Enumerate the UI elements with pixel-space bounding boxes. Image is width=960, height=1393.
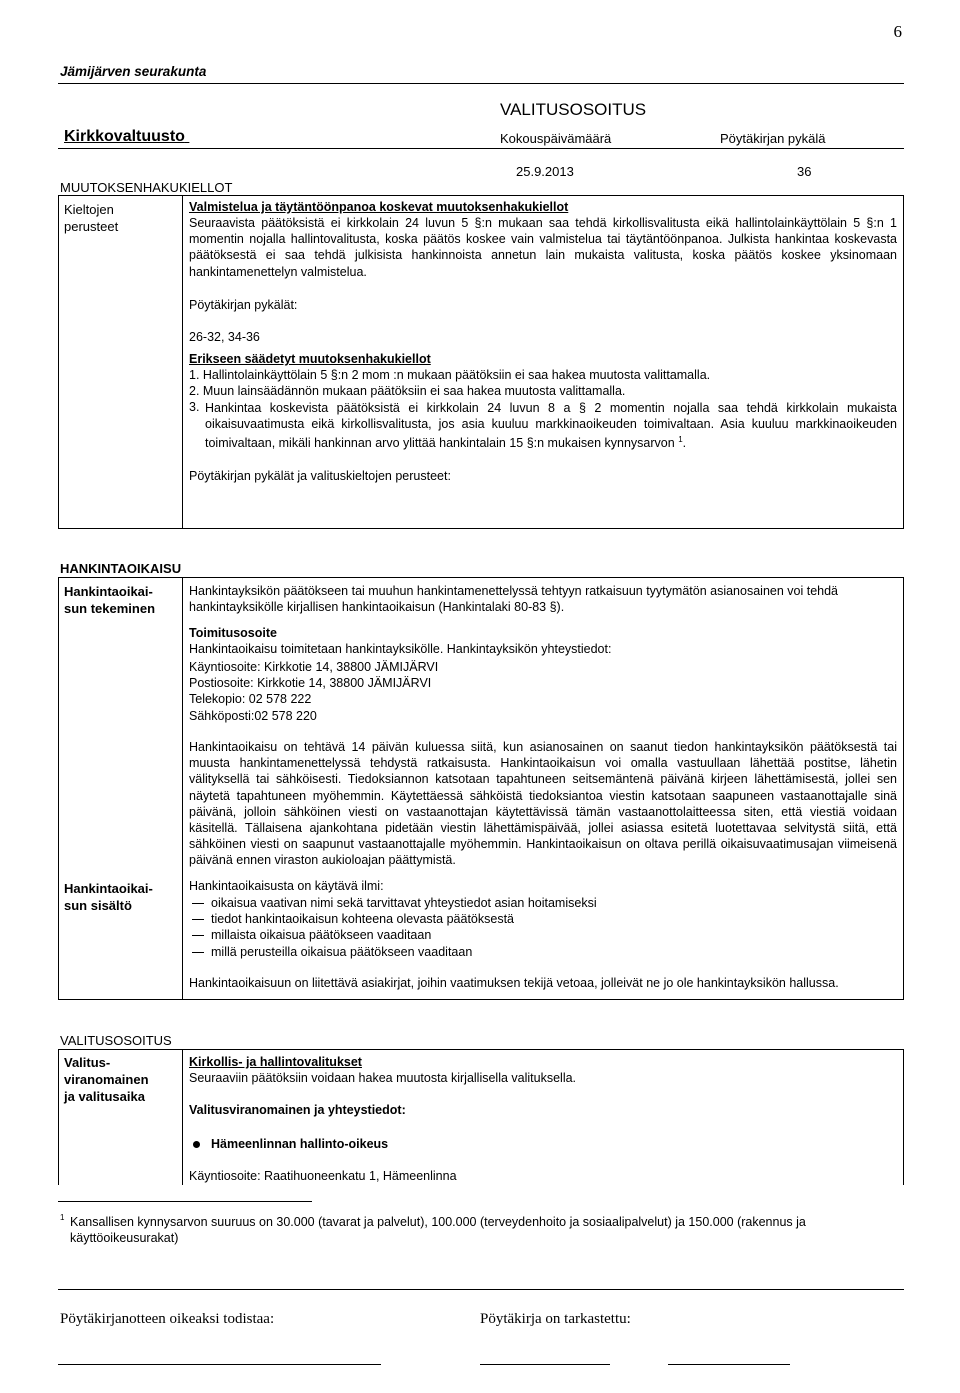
body-name: Kirkkovaltuusto <box>64 128 185 145</box>
pykalat-value: 26-32, 34-36 <box>189 330 260 344</box>
erikseen-title: Erikseen säädetyt muutoksenhakukiellot <box>189 352 431 366</box>
pykala-number: 36 <box>797 164 812 179</box>
kielto-item-3-number: 3. <box>189 400 200 414</box>
valitus-line: Seuraaviin päätöksiin voidaan hakea muutosta kirjallisella valituksella. <box>189 1071 577 1085</box>
hankinta-heading: HANKINTAOIKAISU <box>60 561 182 576</box>
list-item: oikaisua vaativan nimi sekä tarvittavat yhteystiedot asian hoitamiseksi <box>189 895 597 911</box>
pykala-label: Pöytäkirjan pykälä <box>720 131 826 146</box>
kielto-item-3: Hankintaa koskevista päätöksistä ei kirkkolain 24 luvun 8 a § 2 momentin nojalla saa tehdä kirkkolain mukaista oikaisuvaatimusta eikä kirkollisvalitusta, jos asia kuuluu markkinaoikeuden toimivaltaan. Asia kuuluu markkinaoikeuden toimivaltaan, mikäli hankinnan arvo ylittää hankintalain 15 §:n mukaisen kynnysarvon $^1$. <box>205 401 897 451</box>
yhteys-title: Valitusviranomainen ja yhteystiedot: <box>189 1103 406 1117</box>
kiellot-heading: MUUTOKSENHAKUKIELLOT <box>60 180 233 195</box>
list-item: tiedot hankintaoikaisun kohteena olevasta päätöksestä <box>189 911 597 927</box>
kiellot-divider <box>182 195 183 529</box>
kielto-item-1: 1. Hallintolainkäyttölain 5 §:n 2 mom :n mukaan päätöksiin ei saa hakea muutosta valittamalla. <box>189 368 711 382</box>
sisalto-list <box>189 895 597 960</box>
tarkastettu-label: Pöytäkirja on tarkastettu: <box>480 1311 631 1327</box>
sisalto-intro: Hankintaoikaisusta on käytävä ilmi: <box>189 879 384 893</box>
valitus-heading: VALITUSOSOITUS <box>60 1033 172 1048</box>
footer-rule <box>58 1289 904 1290</box>
header-rule <box>58 83 904 84</box>
kiellot-paragraph: Seuraavista päätöksistä ei kirkkolain 24 luvun 5 §:n mukaan saa tehdä kirkollisvalitusta eikä hallintolainkäyttölain 5 §:n 1 momentin nojalla hallintovalitusta, koska päätös koskee vain valmistelua tai täytäntöönpanoa. Julkista hankintaa koskevasta päätöksestä ei saa tehdä julkisista hankinnoista annetun lain mukaista valitusta, koska päätös koskee yksinomaan hankintamenettelyn valmistelua. <box>189 216 897 279</box>
meeting-date: 25.9.2013 <box>516 164 574 179</box>
signature-line-2 <box>480 1364 610 1365</box>
sahkoposti: Sähköposti:02 578 220 <box>189 708 317 723</box>
hankinta-side-label-1: Hankintaoikai- sun tekeminen <box>64 584 156 616</box>
list-item: millä perusteilla oikaisua päätökseen vaaditaan <box>189 944 597 960</box>
header-rule-2 <box>58 148 904 149</box>
hankinta-divider <box>182 577 183 1000</box>
list-item: millaista oikaisua päätökseen vaaditaan <box>189 927 597 943</box>
todistaa-label: Pöytäkirjanotteen oikeaksi todistaa: <box>60 1311 275 1327</box>
footnote-text: Kansallisen kynnysarvon suuruus on 30.000 (tavarat ja palvelut), 100.000 (terveydenhoito ja sosiaalipalvelut) ja 150.000 (rakennus ja käyttöoikeusurakat) <box>70 1215 806 1246</box>
hankinta-aika-paragraph: Hankintaoikaisu on tehtävä 14 päivän kuluessa siitä, kun asianosainen on saanut tiedon hankintayksikön päätöksestä tai muusta hankintamenettelyssä tehdystä ratkaisusta. Hankintaoikaisun voi omalla vastuullaan lähettää postitse, lähetin välityksellä tai sähköisesti. Tiedoksiannon katsotaan tapahtuneen seitsemäntenä päivänä kirjeen lähettämisestä, jollei sen näytetä tapahtuneen myöhemmin. Käytettäessä sähköistä tiedoksiantoa viestin katsotaan saapuneen vastaanottajalle sinä päivänä, jolloin sähköinen viesti on vastaanottajan käytettävissä tämän vastaanottolaitteessa siten, että viestiä voidaan käsitellä. Tällaisena ajankohtana pidetään viestin lähettämispäivää, jollei asiassa esitetä luotettavaa selvitystä siitä, että sähköinen viesti on saapunut vastaanottajalle myöhemmin. Hankintaoikaisun on oltava perillä oikaisuvaatimusajan viimeisenä päivänä ennen viraston aukioloajan päättymistä. <box>189 740 897 868</box>
valitus-divider <box>182 1049 183 1185</box>
toimitus-line: Hankintaoikaisu toimitetaan hankintayksikölle. Hankintayksikön yhteystiedot: <box>189 642 612 656</box>
hankinta-intro: Hankintayksikön päätökseen tai muuhun hankintamenettelyssä tehtyyn ratkaisuun tyytymätön asianosainen voi tehdä hankintayksikölle kirjallisen hankintaoikaisun (Hankintalaki 80-83 §). <box>189 584 838 615</box>
telekopio: Telekopio: 02 578 222 <box>189 692 312 707</box>
valitus-kayntiosoite: Käyntiosoite: Raatihuoneenkatu 1, Hämeenlinna <box>189 1169 457 1183</box>
yhteystiedot <box>189 659 438 724</box>
date-label: Kokouspäivämäärä <box>500 131 612 146</box>
section-title: VALITUSOSOITUS <box>500 100 647 119</box>
postiosoite: Postiosoite: Kirkkotie 14, 38800 JÄMIJÄRVI <box>189 676 432 691</box>
footnote-mark: 1 <box>60 1213 65 1222</box>
signature-line-3 <box>668 1364 790 1365</box>
bullet-icon <box>193 1141 200 1148</box>
hallinto-oikeus: Hämeenlinnan hallinto-oikeus <box>211 1137 389 1151</box>
signature-line-1 <box>58 1364 381 1365</box>
kiellot-title: Valmistelua ja täytäntöönpanoa koskevat muutoksenhakukiellot <box>189 200 569 214</box>
pykalat-label: Pöytäkirjan pykälät: <box>189 298 298 312</box>
page-number: 6 <box>893 22 902 41</box>
valitus-box <box>58 1049 904 1185</box>
valitus-title: Kirkollis- ja hallintovalitukset <box>189 1055 362 1069</box>
toimitus-title: Toimitusosoite <box>189 626 277 640</box>
kiellot-side-label: Kieltojen perusteet <box>64 202 119 234</box>
footnote-rule <box>58 1201 312 1202</box>
hankinta-side-label-2: Hankintaoikai- sun sisältö <box>64 881 153 913</box>
kayntiosoite: Käyntiosoite: Kirkkotie 14, 38800 JÄMIJÄRVI <box>189 660 439 674</box>
kielto-item-2: 2. Muun lainsäädännön mukaan päätöksiin ei saa hakea muutosta valittamalla. <box>189 384 626 398</box>
valitus-side-label: Valitus- viranomainen ja valitusaika <box>64 1055 149 1104</box>
perusteet-label: Pöytäkirjan pykälät ja valituskieltojen perusteet: <box>189 469 451 483</box>
liitteet-line: Hankintaoikaisuun on liitettävä asiakirjat, joihin vaatimuksen tekijä vetoaa, jolleivät ne jo ole hankintayksikön hallussa. <box>189 976 839 990</box>
org-name: Jämijärven seurakunta <box>60 64 207 79</box>
